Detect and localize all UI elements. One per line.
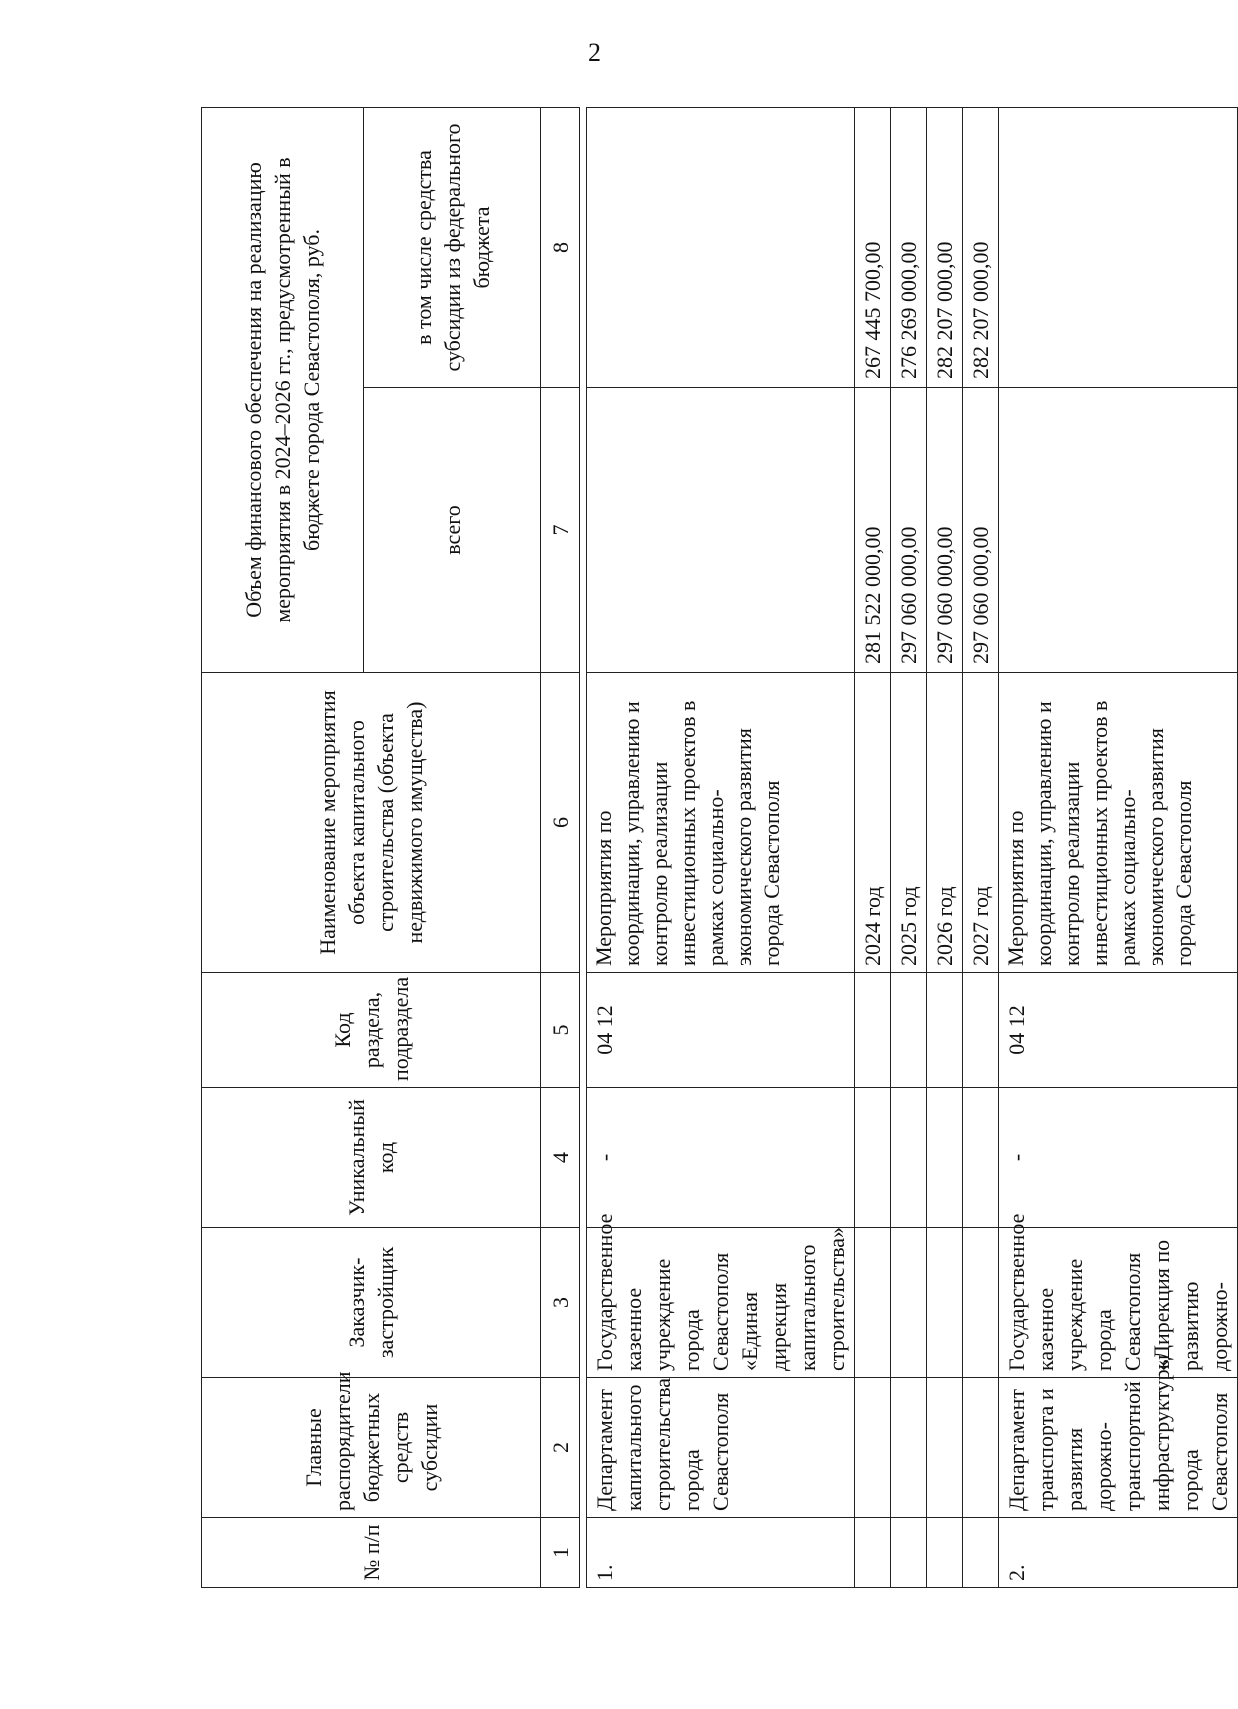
page-number: 2 xyxy=(588,38,601,67)
year-label: 2026 год xyxy=(927,673,963,973)
row-2-unique-code: - xyxy=(999,1088,1238,1228)
year-federal: 282 207 000,00 xyxy=(927,107,963,387)
col-number: 5 xyxy=(541,973,580,1088)
year-label: 2025 год xyxy=(891,673,927,973)
year-label: 2027 год xyxy=(963,673,999,973)
row-1-federal-empty xyxy=(587,107,855,387)
row-2-customer: Государственное казенное учреждение города Севастополя «Дирекция по развитию дорожно- xyxy=(999,1228,1238,1378)
header-name: Наименование мероприятия объекта капитального строительства (объекта недвижимого имущества) xyxy=(202,673,541,973)
header-customer: Заказчик-застройщик xyxy=(202,1228,541,1378)
header-num: № п/п xyxy=(202,1518,541,1588)
row-2-total-empty xyxy=(999,388,1238,673)
year-total: 281 522 000,00 xyxy=(855,388,891,673)
row-1-customer: Государственное казенное учреждение города Севастополя «Единая дирекция капитального строительства» xyxy=(587,1228,855,1378)
col-number: 2 xyxy=(541,1378,580,1518)
row-2-distributor: Департамент транспорта и развития дорожно-транспортной инфраструктуры города Севастополя xyxy=(999,1378,1238,1518)
header-unique-code: Уникальный код xyxy=(202,1088,541,1228)
header-federal: в том числе средства субсидии из федерального бюджета xyxy=(364,107,541,387)
col-number: 4 xyxy=(541,1088,580,1228)
header-financing: Объем финансового обеспечения на реализацию мероприятия в 2024–2026 гг., предусмотренный в бюджете города Севастополя, руб. xyxy=(202,107,364,672)
year-total: 297 060 000,00 xyxy=(891,388,927,673)
row-1-total-empty xyxy=(587,388,855,673)
row-2-federal-empty xyxy=(999,107,1238,387)
col-number: 8 xyxy=(541,107,580,387)
row-1-num: 1. xyxy=(587,1518,855,1588)
row-1-section-code: 04 12 xyxy=(587,973,855,1088)
row-2-num: 2. xyxy=(999,1518,1238,1588)
header-total: всего xyxy=(364,388,541,673)
year-federal: 276 269 000,00 xyxy=(891,107,927,387)
year-federal: 267 445 700,00 xyxy=(855,107,891,387)
col-number: 7 xyxy=(541,388,580,673)
header-distributor: Главные распорядители бюджетных средств субсидии xyxy=(202,1378,541,1518)
row-1-distributor: Департамент капитального строительства города Севастополя xyxy=(587,1378,855,1518)
col-number: 1 xyxy=(541,1518,580,1588)
rotated-table-container xyxy=(201,108,1232,1588)
year-total: 297 060 000,00 xyxy=(927,388,963,673)
row-2-name: Мероприятия по координации, управлению и контролю реализации инвестиционных проектов в рамках социально-экономического развития города Севастополя xyxy=(999,673,1238,973)
financing-table xyxy=(201,107,1238,1588)
year-total: 297 060 000,00 xyxy=(963,388,999,673)
year-federal: 282 207 000,00 xyxy=(963,107,999,387)
col-number: 6 xyxy=(541,673,580,973)
row-1-unique-code: - xyxy=(587,1088,855,1228)
row-1-name: Мероприятия по координации, управлению и контролю реализации инвестиционных проектов в рамках социально-экономического развития города Севастополя xyxy=(587,673,855,973)
year-label: 2024 год xyxy=(855,673,891,973)
header-section-code: Код раздела, подраздела xyxy=(202,973,541,1088)
row-2-section-code: 04 12 xyxy=(999,973,1238,1088)
col-number: 3 xyxy=(541,1228,580,1378)
